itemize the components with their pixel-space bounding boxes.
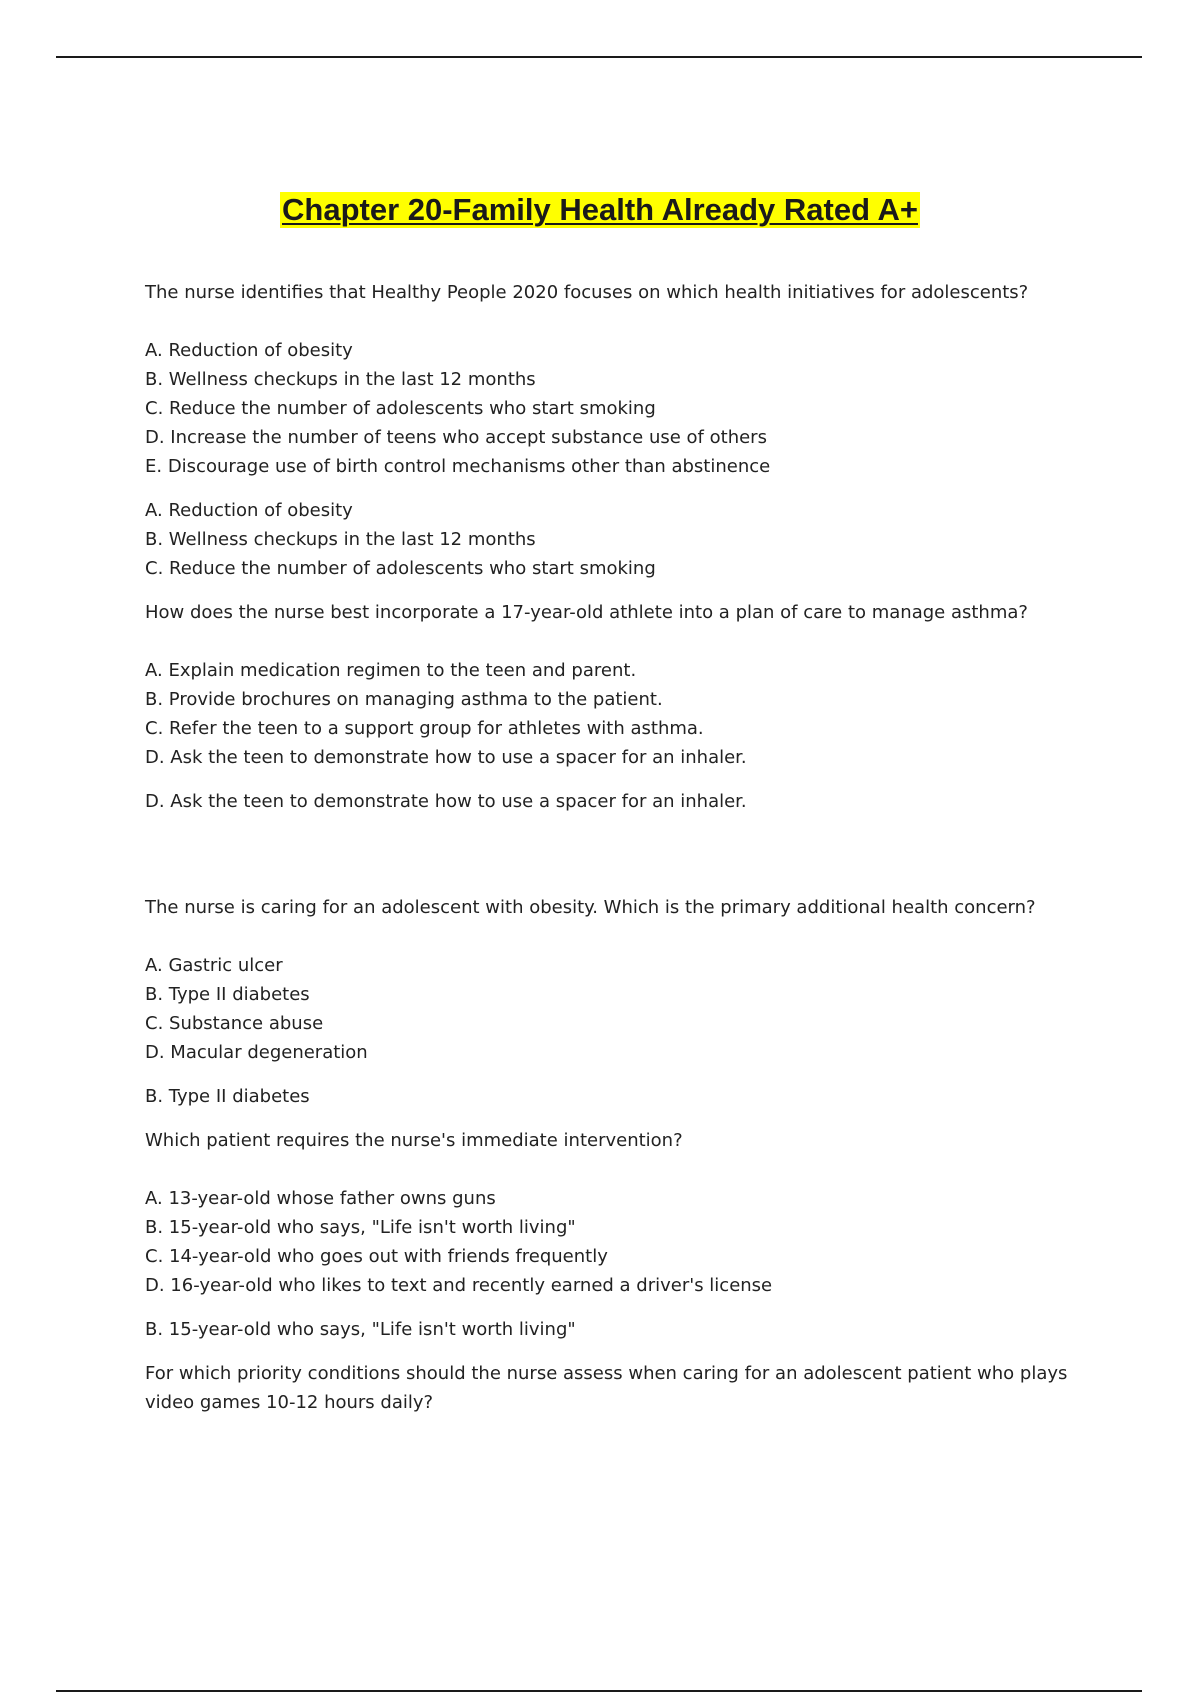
question-1-option-c: C. Reduce the number of adolescents who start smoking — [145, 398, 656, 419]
question-4-option-d: D. 16-year-old who likes to text and recently earned a driver's license — [145, 1275, 773, 1296]
question-1-answer-a: A. Reduction of obesity — [145, 500, 353, 521]
document-body — [145, 278, 1080, 1417]
question-2-option-b: B. Provide brochures on managing asthma to the patient. — [145, 689, 663, 710]
question-3-text: The nurse is caring for an adolescent with obesity. Which is the primary additional health concern? — [145, 897, 1036, 918]
question-3-answers — [145, 1082, 1080, 1111]
question-1-option-d: D. Increase the number of teens who accept substance use of others — [145, 427, 767, 448]
question-4-answer-b: B. 15-year-old who says, "Life isn't worth living" — [145, 1319, 576, 1340]
question-2-option-a: A. Explain medication regimen to the teen and parent. — [145, 660, 637, 681]
question-4-option-a: A. 13-year-old whose father owns guns — [145, 1188, 496, 1209]
title-container — [0, 192, 1200, 228]
question-3-option-b: B. Type II diabetes — [145, 984, 310, 1005]
question-1-answer-c: C. Reduce the number of adolescents who start smoking — [145, 558, 656, 579]
bottom-rule — [56, 1690, 1142, 1692]
document-title: Chapter 20-Family Health Already Rated A+ — [282, 192, 918, 227]
question-4-answers — [145, 1315, 1080, 1344]
question-1-option-e: E. Discourage use of birth control mechanisms other than abstinence — [145, 456, 771, 477]
question-3-option-d: D. Macular degeneration — [145, 1042, 368, 1063]
question-2-answer-d: D. Ask the teen to demonstrate how to use a spacer for an inhaler. — [145, 791, 747, 812]
question-4-text: Which patient requires the nurse's immediate intervention? — [145, 1130, 683, 1151]
question-2-option-d: D. Ask the teen to demonstrate how to use a spacer for an inhaler. — [145, 747, 747, 768]
question-4-option-b: B. 15-year-old who says, "Life isn't worth living" — [145, 1217, 576, 1238]
question-2-options — [145, 656, 1080, 772]
question-3-option-a: A. Gastric ulcer — [145, 955, 283, 976]
question-3-options — [145, 951, 1080, 1067]
question-1-options — [145, 336, 1080, 481]
question-1-answer-b: B. Wellness checkups in the last 12 months — [145, 529, 536, 550]
question-4-options — [145, 1184, 1080, 1300]
question-2-option-c: C. Refer the teen to a support group for athletes with asthma. — [145, 718, 704, 739]
question-3-option-c: C. Substance abuse — [145, 1013, 324, 1034]
question-1-option-b: B. Wellness checkups in the last 12 months — [145, 369, 536, 390]
question-2-answers — [145, 787, 1080, 816]
question-3-answer-b: B. Type II diabetes — [145, 1086, 310, 1107]
top-rule — [56, 56, 1142, 58]
question-1-text: The nurse identifies that Healthy People 2020 focuses on which health initiatives for adolescents? — [145, 282, 1029, 303]
question-1-answers — [145, 496, 1080, 583]
question-2-text: How does the nurse best incorporate a 17-year-old athlete into a plan of care to manage asthma? — [145, 602, 1028, 623]
question-1-option-a: A. Reduction of obesity — [145, 340, 353, 361]
question-4-option-c: C. 14-year-old who goes out with friends frequently — [145, 1246, 608, 1267]
question-5-text: For which priority conditions should the nurse assess when caring for an adolescent patient who plays video games 10-12 hours daily? — [145, 1363, 1068, 1413]
